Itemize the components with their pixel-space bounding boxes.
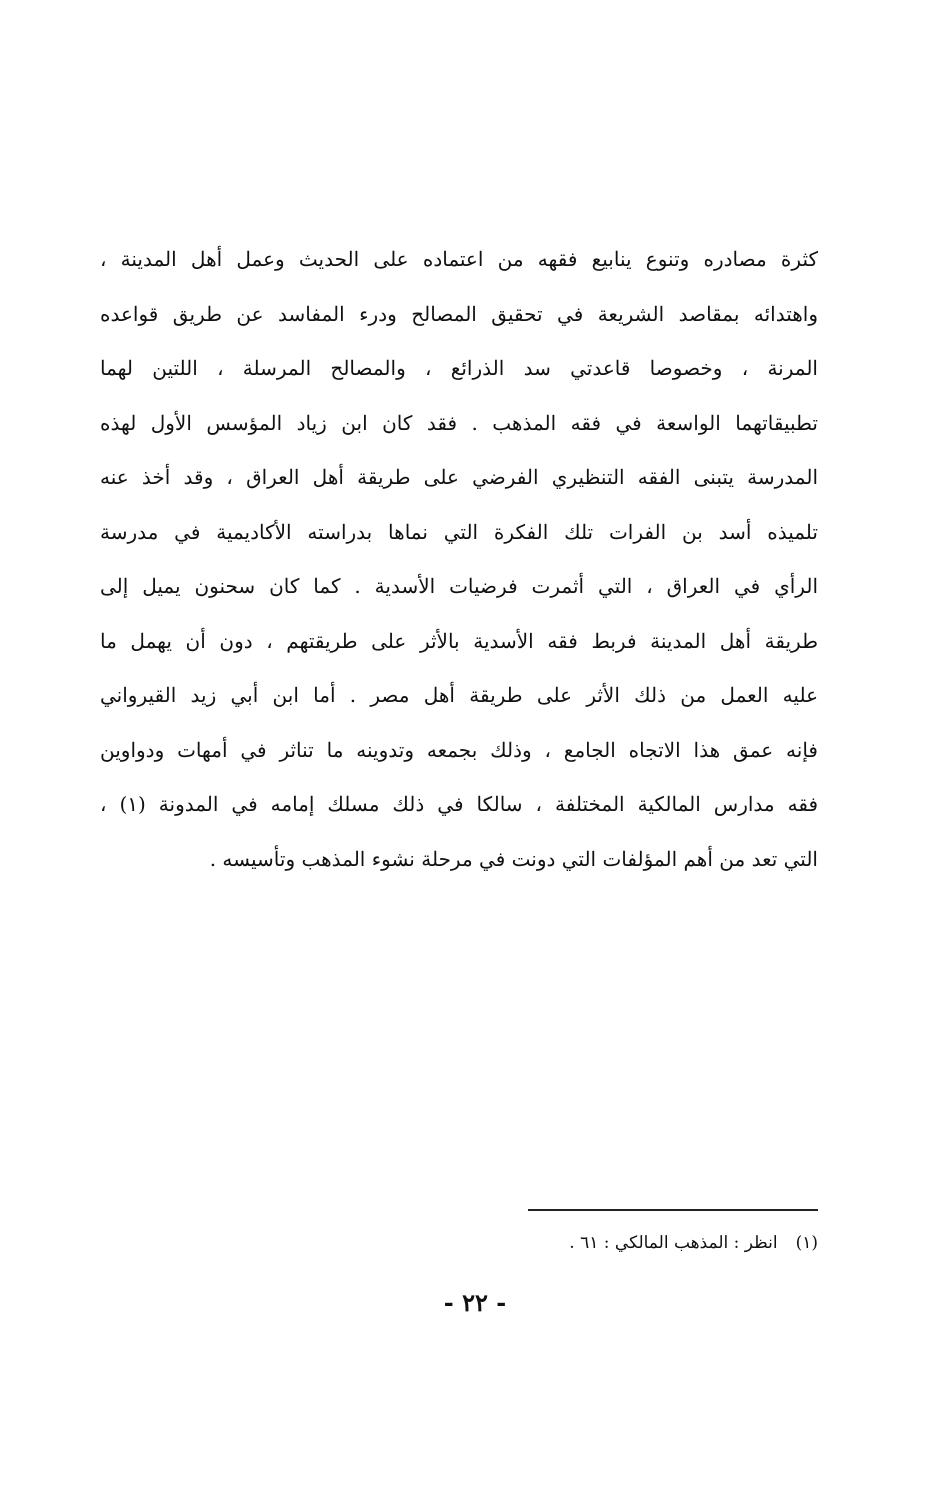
text-line: المرنة ، وخصوصا قاعدتي سد الذرائع ، والمصالح المرسلة ، اللتين لهما bbox=[100, 356, 818, 380]
text-line: فقه مدارس المالكية المختلفة ، سالكا في ذلك مسلك إمامه في المدونة (١) ، bbox=[100, 792, 818, 816]
footnote-text: انظر : المذهب المالكي : ٦١ . bbox=[569, 1233, 778, 1253]
footnote bbox=[400, 1228, 818, 1258]
text-line: فإنه عمق هذا الاتجاه الجامع ، وذلك بجمعه وتدوينه ما تناثر في أمهات ودواوين bbox=[100, 737, 818, 762]
text-line: الرأي في العراق ، التي أثمرت فرضيات الأسدية . كما كان سحنون يميل إلى bbox=[100, 574, 818, 598]
text-line: عليه العمل من ذلك الأثر على طريقة أهل مصر . أما ابن أبي زيد القيرواني bbox=[100, 683, 818, 707]
footnote-separator bbox=[528, 1209, 818, 1211]
text-line: التي تعد من أهم المؤلفات التي دونت في مرحلة نشوء المذهب وتأسيسه . bbox=[209, 846, 818, 871]
page-number: - ٢٢ - bbox=[443, 1288, 507, 1317]
body-paragraph bbox=[100, 232, 818, 886]
text-line: كثرة مصادره وتنوع ينابيع فقهه من اعتماده على الحديث وعمل أهل المدينة ، bbox=[100, 247, 818, 271]
text-line: تطبيقاتهما الواسعة في فقه المذهب . فقد كان ابن زياد المؤسس الأول لهذه bbox=[100, 410, 818, 435]
text-line: طريقة أهل المدينة فربط فقه الأسدية بالأثر على طريقتهم ، دون أن يهمل ما bbox=[100, 628, 818, 653]
text-line: واهتدائه بمقاصد الشريعة في تحقيق المصالح ودرء المفاسد عن طريق قواعده bbox=[100, 301, 818, 326]
text-line: المدرسة يتبنى الفقه التنظيري الفرضي على طريقة أهل العراق ، وقد أخذ عنه bbox=[100, 465, 818, 489]
text-line: تلميذه أسد بن الفرات تلك الفكرة التي نماها بدراسته الأكاديمية في مدرسة bbox=[100, 519, 818, 544]
footnote-number: (١) bbox=[795, 1233, 818, 1253]
